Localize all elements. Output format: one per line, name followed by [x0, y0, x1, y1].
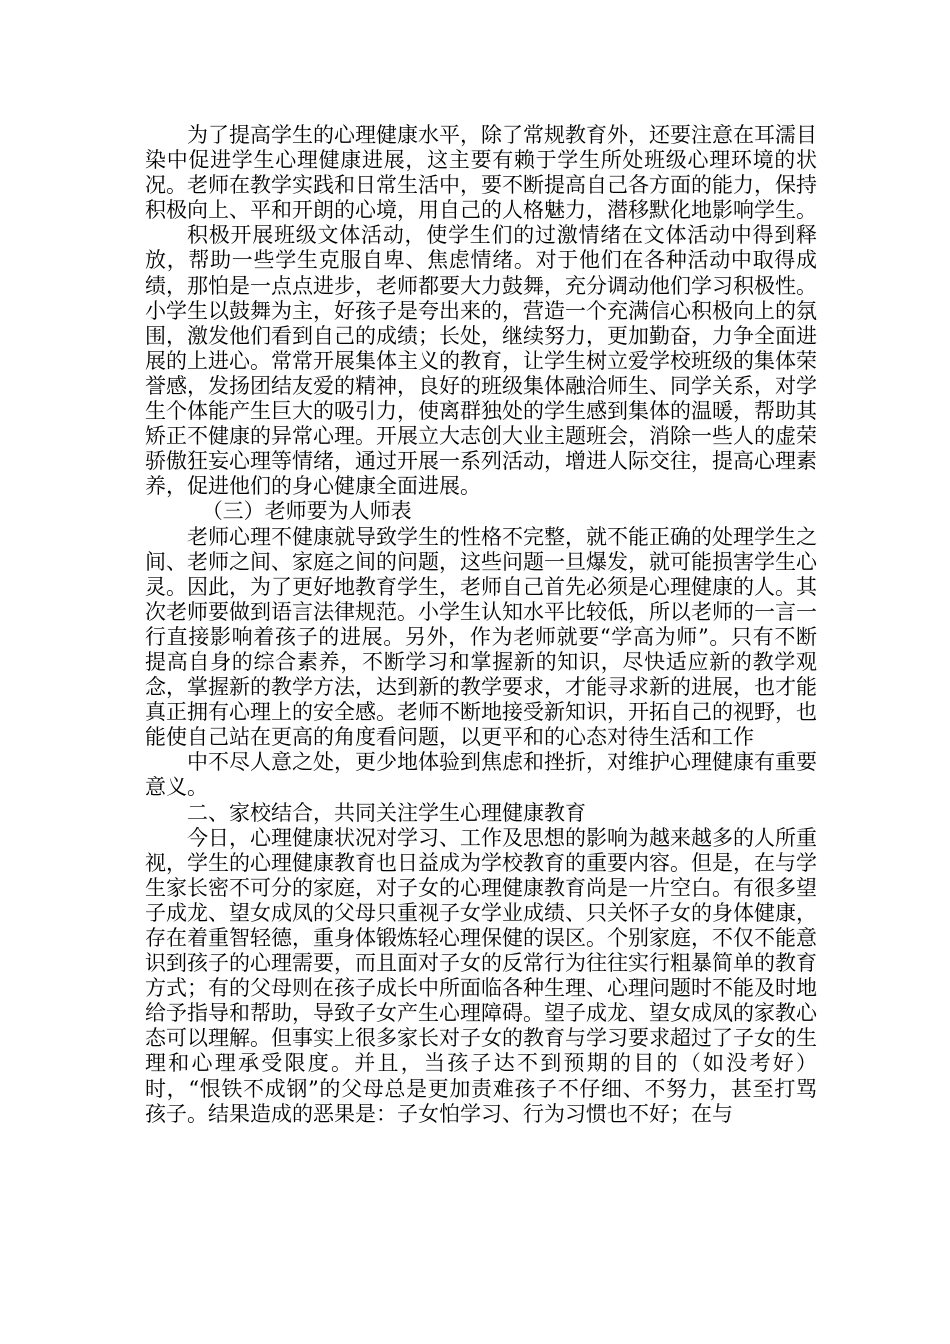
paragraph-class-activities: 积极开展班级文体活动，使学生们的过激情绪在文体活动中得到释放，帮助一些学生克服自卑、焦虑情绪。对于他们在各种活动中取得成绩，那怕是一点点进步，老师都要大力鼓舞，充分调动他们学习积极性。小学生以鼓舞为主，好孩子是夸出来的，营造一个充满信心积极向上的氛围，激发他们看到自己的成绩；长处，继续努力，更加勤奋，力争全面进展的上进心。常常开展集体主义的教育，让学生树立爱学校班级的集体荣誉感，发扬团结友爱的精神，良好的班级集体融洽师生、同学关系，对学生个体能产生巨大的吸引力，使离群独处的学生感到集体的温暖，帮助其矫正不健康的异常心理。开展立大志创大业主题班会，消除一些人的虚荣骄傲狂妄心理等情绪，通过开展一系列活动，增进人际交往，提高心理素养，促进他们的身心健康全面进展。 — [145, 223, 817, 499]
paragraph-teacher-mental-health: 老师心理不健康就导致学生的性格不完整，就不能正确的处理学生之间、老师之间、家庭之间的问题，这些问题一旦爆发，就可能损害学生心灵。因此，为了更好地教育学生，老师自己首先必须是心理健康的人。其次老师要做到语言法律规范。小学生认知水平比较低，所以老师的一言一行直接影响着孩子的进展。另外，作为老师就要“学高为师”。只有不断提高自身的综合素养，不断学习和掌握新的知识，尽快适应新的教学观念，掌握新的教学方法，达到新的教学要求，才能寻求新的进展，也才能真正拥有心理上的安全感。老师不断地接受新知识，开拓自己的视野，也能使自己站在更高的角度看问题，以更平和的心态对待生活和工作 — [145, 524, 817, 750]
section-heading-home-school: 二、家校结合，共同关注学生心理健康教育 — [187, 800, 586, 825]
paragraph-class-environment: 为了提高学生的心理健康水平，除了常规教育外，还要注意在耳濡目染中促进学生心理健康进展，这主要有赖于学生所处班级心理环境的状况。老师在教学实践和日常生活中，要不断提高自己各方面的能力，保持积极向上、平和开朗的心境，用自己的人格魅力，潜移默化地影响学生。 — [145, 123, 817, 223]
paragraph-family-education: 今日，心理健康状况对学习、工作及思想的影响为越来越多的人所重视，学生的心理健康教育也日益成为学校教育的重要内容。但是，在与学生家长密不可分的家庭，对子女的心理健康教育尚是一片空白。有很多望子成龙、望女成凤的父母只重视子女学业成绩、只关怀子女的身体健康，存在着重智轻德，重身体锻炼轻心理保健的误区。个别家庭，不仅不能意识到孩子的心理需要，而且面对子女的反常行为往往实行粗暴简单的教育方式；有的父母则在孩子成长中所面临各种生理、心理问题时不能及时地给予指导和帮助，导致子女产生心理障碍。望子成龙、望女成凤的家教心态可以理解。但事实上很多家长对子女的教育与学习要求超过了子女的生理和心理承受限度。并且，当孩子达不到预期的目的（如没考好）时，“恨铁不成钢”的父母总是更加责难孩子不仔细、不努力，甚至打骂孩子。结果造成的恶果是：子女怕学习、行为习惯也不好；在与 — [145, 825, 817, 1126]
section-heading-teacher-example: （三）老师要为人师表 — [201, 499, 412, 524]
paragraph-continuation: 中不尽人意之处，更少地体验到焦虑和挫折，对维护心理健康有重要意义。 — [145, 750, 817, 800]
document-page — [145, 123, 817, 1127]
